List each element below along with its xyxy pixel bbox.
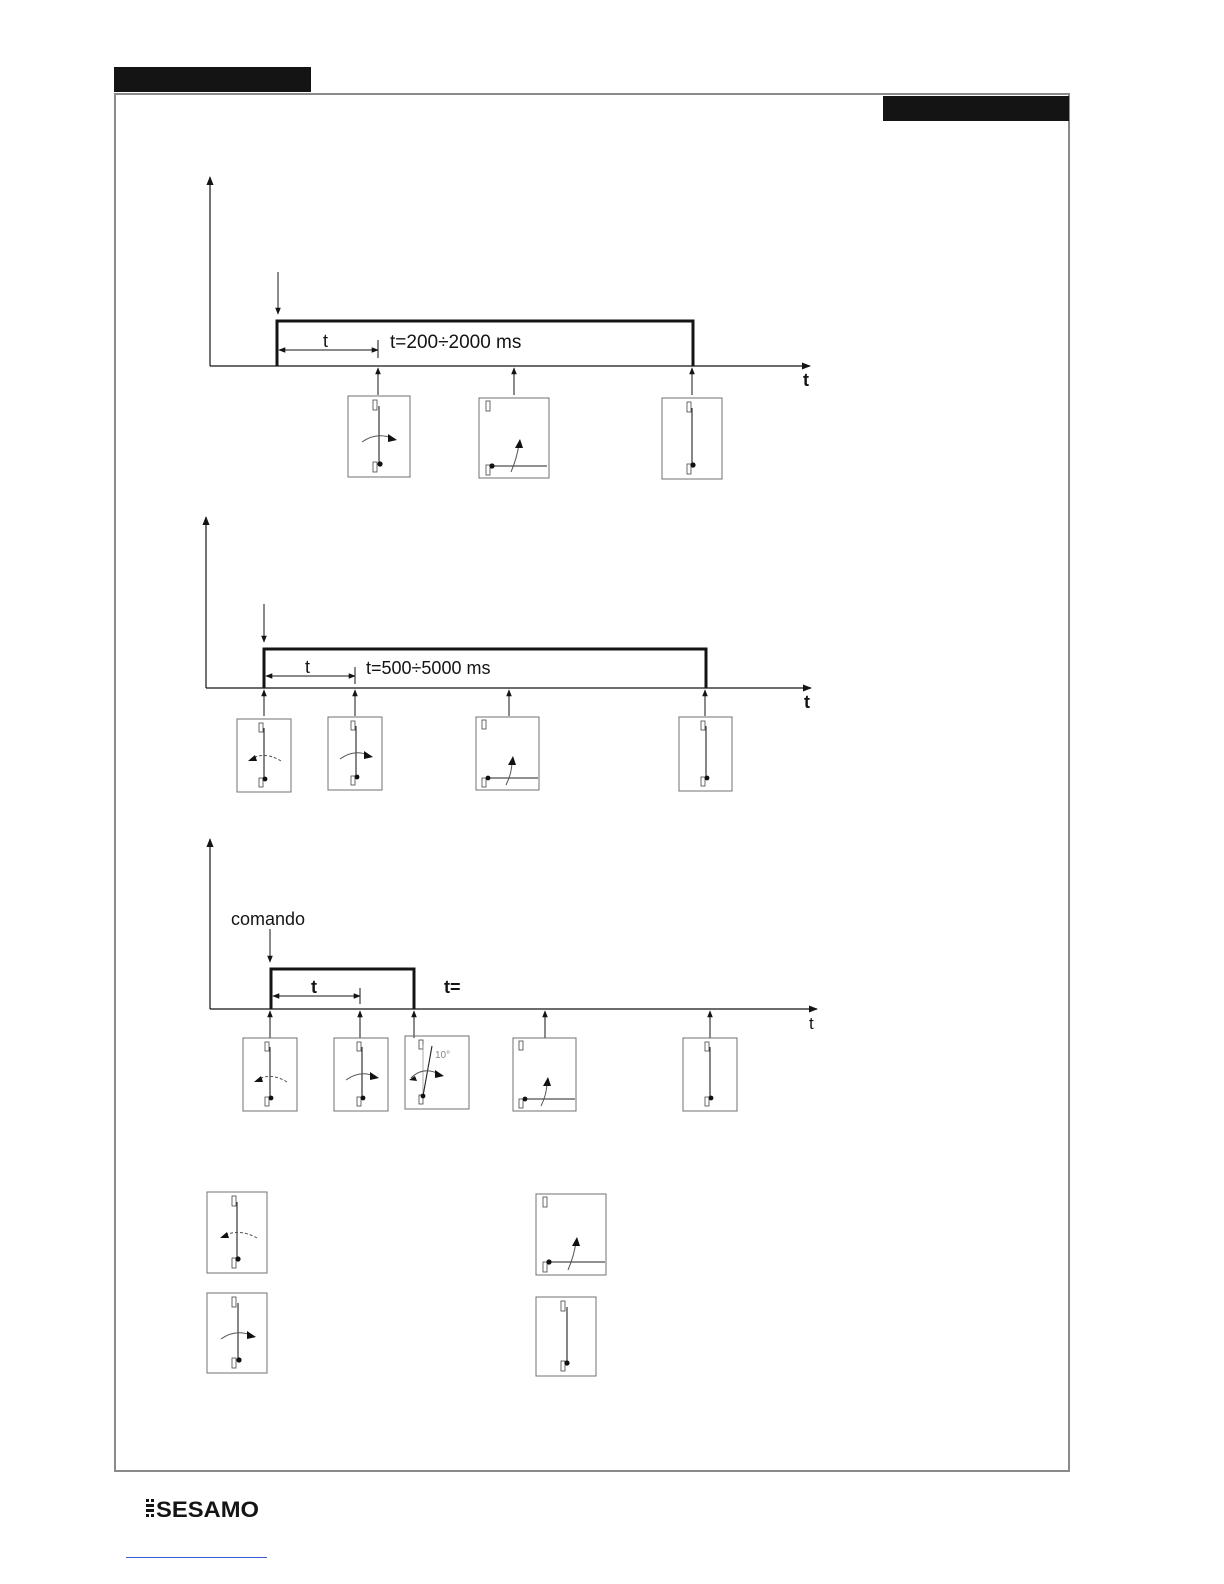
door-open-icon: [536, 1194, 606, 1275]
command-label: comando: [231, 909, 306, 929]
door-angle-icon: [405, 1036, 469, 1109]
timing-diagram-1: [210, 177, 810, 395]
logo-text: SESAMO: [156, 1497, 259, 1522]
timing-diagram-3: [210, 839, 817, 1038]
delay-marker-label: t: [305, 657, 311, 677]
sesamo-logo: [144, 1493, 264, 1523]
angle-label: 10°: [435, 1050, 451, 1061]
door-closing-icon: [334, 1038, 388, 1111]
door-closing-icon: [207, 1293, 267, 1373]
door-closing-icon: [328, 717, 382, 790]
delay-marker-label: t: [311, 977, 317, 997]
time-axis-label: t: [804, 692, 810, 712]
door-open-icon: [479, 398, 549, 478]
time-axis-label: t: [803, 370, 809, 390]
door-closed-icon: [683, 1038, 737, 1111]
footer-link-underline: [126, 1557, 267, 1558]
door-closed-icon: [536, 1297, 596, 1376]
delay-range-label: t=500÷5000 ms: [366, 658, 491, 678]
door-opening-icon: [237, 719, 291, 792]
delay-marker-label: t: [323, 331, 329, 351]
door-opening-icon: [243, 1038, 297, 1111]
timing-diagram-2: [206, 517, 811, 716]
door-closing-icon: [348, 396, 410, 477]
door-open-icon: [513, 1038, 576, 1111]
door-opening-icon: [207, 1192, 267, 1273]
time-axis-label: t: [809, 1014, 814, 1033]
delay-range-label: t=: [444, 977, 461, 997]
delay-range-label: t=200÷2000 ms: [390, 332, 522, 353]
door-closed-icon: [679, 717, 732, 791]
door-open-icon: [476, 717, 539, 790]
pulse: [271, 969, 414, 1009]
door-closed-icon: [662, 398, 722, 479]
